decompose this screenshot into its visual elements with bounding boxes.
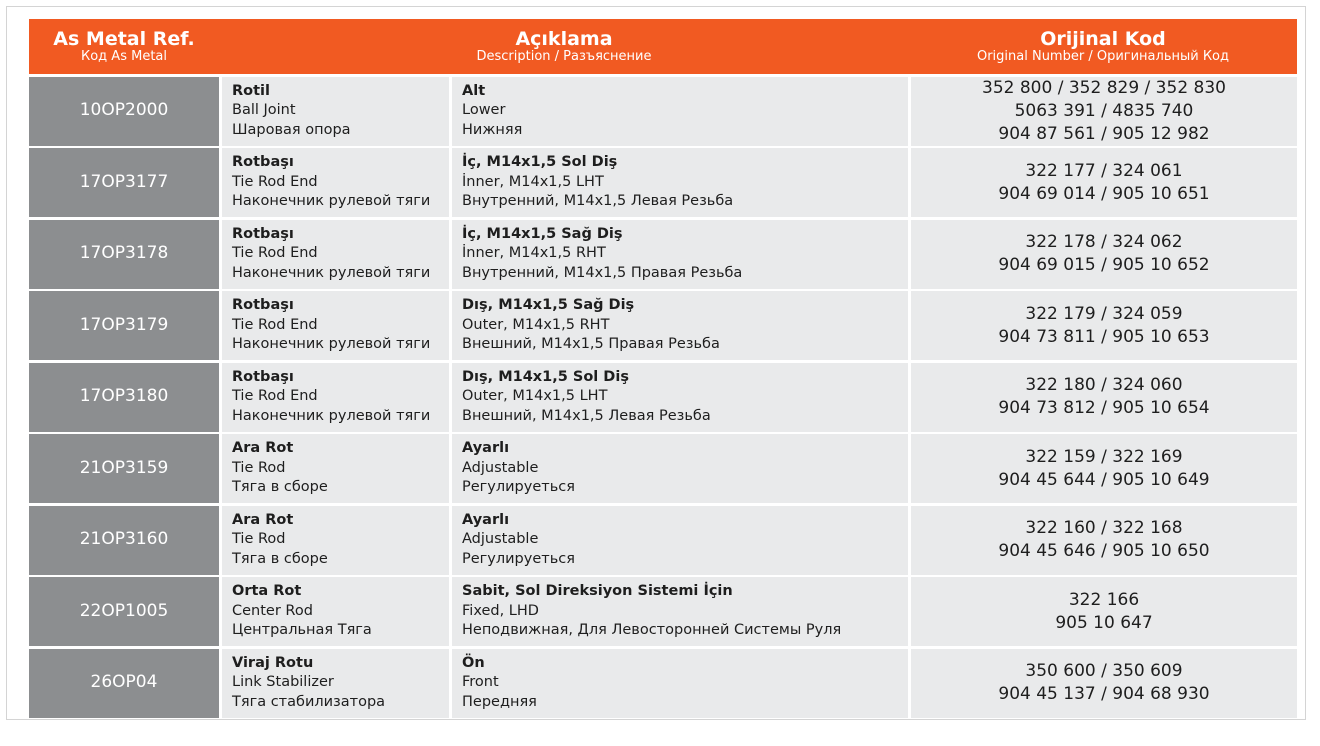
original-number: 352 800 / 352 829 / 352 830 (982, 77, 1226, 98)
original-number: 322 159 / 322 169 (1025, 446, 1183, 467)
original-number-cell (911, 148, 1297, 217)
original-number: 322 178 / 324 062 (1025, 232, 1183, 252)
detail-cell (452, 506, 908, 575)
part-name-tr: Rotil (232, 82, 270, 99)
ref-cell: 21OP3160 (29, 506, 219, 575)
part-name-en: Tie Rod End (232, 173, 318, 190)
part-name-cell (222, 77, 449, 146)
original-number-cell (911, 220, 1297, 289)
original-number: 322 160 / 322 168 (1025, 518, 1183, 538)
part-name-en: Tie Rod (232, 531, 286, 548)
ref-cell: 17OP3177 (29, 148, 219, 217)
detail-en: Outer, M14x1,5 RHT (462, 316, 610, 333)
detail-en: Adjustable (462, 531, 539, 548)
table-row (29, 506, 1297, 575)
detail-tr: Sabit, Sol Direksiyon Sistemi İçin (462, 583, 733, 600)
detail-cell (452, 220, 908, 289)
detail-cell (452, 77, 908, 146)
original-number: 904 69 014 / 905 10 651 (998, 183, 1210, 204)
part-name-ru: Наконечник рулевой тяги (232, 336, 431, 353)
original-number: 322 177 / 324 061 (1025, 160, 1183, 181)
original-number: 322 180 / 324 060 (1025, 375, 1183, 395)
detail-en: Adjustable (462, 459, 539, 476)
detail-tr: Ayarlı (462, 511, 510, 528)
header-description (219, 19, 909, 74)
header-original-title: Orijinal Kod (1040, 27, 1166, 50)
original-number-cell (911, 577, 1297, 646)
detail-en: İnner, M14x1,5 LHT (462, 173, 604, 190)
detail-en: İnner, M14x1,5 RHT (462, 245, 606, 262)
detail-tr: İç, M14x1,5 Sağ Diş (462, 225, 623, 242)
table-row (29, 577, 1297, 646)
original-number: 5063 391 / 4835 740 (1014, 100, 1194, 121)
detail-en: Lower (462, 102, 506, 119)
table-row (29, 649, 1297, 718)
header-ref-title: As Metal Ref. (53, 27, 195, 50)
part-name-en: Tie Rod End (232, 316, 318, 333)
part-name-cell (222, 434, 449, 503)
table-header (29, 19, 1297, 74)
page-frame (6, 6, 1306, 720)
table-row (29, 148, 1297, 217)
original-number: 322 166 (1068, 589, 1140, 610)
detail-cell (452, 148, 908, 217)
ref-cell: 21OP3159 (29, 434, 219, 503)
original-number-cell (911, 77, 1297, 146)
ref-cell: 17OP3179 (29, 291, 219, 360)
part-name-ru: Тяга в сборе (232, 550, 328, 567)
detail-tr: Ayarlı (462, 440, 510, 457)
original-number: 904 87 561 / 905 12 982 (998, 123, 1210, 144)
part-name-ru: Шаровая опора (232, 121, 351, 138)
part-name-cell (222, 649, 449, 718)
detail-tr: Alt (462, 82, 486, 99)
detail-ru: Неподвижная, Для Левосторонней Системы Руля (462, 622, 842, 639)
detail-ru: Регулируеться (462, 479, 575, 496)
ref-cell: 22OP1005 (29, 577, 219, 646)
original-number: 904 45 644 / 905 10 649 (998, 469, 1210, 490)
original-number: 904 45 646 / 905 10 650 (998, 541, 1210, 561)
part-name-tr: Viraj Rotu (232, 654, 314, 671)
header-description-title: Açıklama (515, 27, 613, 50)
part-name-en: Link Stabilizer (232, 674, 334, 691)
part-name-cell (222, 577, 449, 646)
original-number-cell (911, 649, 1297, 718)
ref-cell: 26OP04 (29, 649, 219, 718)
detail-cell (452, 291, 908, 360)
part-name-en: Tie Rod End (232, 388, 318, 405)
original-number-cell (911, 363, 1297, 432)
detail-ru: Регулируеться (462, 550, 575, 567)
part-name-tr: Rotbaşı (232, 225, 294, 242)
detail-tr: İç, M14x1,5 Sol Diş (462, 154, 618, 171)
detail-ru: Внутренний, M14x1,5 Левая Резьба (462, 193, 734, 210)
original-number: 905 10 647 (1055, 612, 1153, 633)
part-name-tr: Rotbaşı (232, 368, 294, 385)
header-description-subtitle: Description / Разъяснение (476, 48, 652, 64)
part-name-tr: Ara Rot (232, 511, 294, 528)
part-name-tr: Rotbaşı (232, 154, 294, 171)
detail-en: Front (462, 674, 499, 691)
ref-cell: 17OP3180 (29, 363, 219, 432)
part-name-en: Center Rod (232, 602, 313, 619)
original-number: 350 600 / 350 609 (1025, 661, 1183, 681)
detail-ru: Внешний, M14x1,5 Правая Резьба (462, 336, 720, 353)
detail-cell (452, 649, 908, 718)
part-name-ru: Наконечник рулевой тяги (232, 407, 431, 424)
table-row (29, 434, 1297, 503)
part-name-cell (222, 363, 449, 432)
original-number: 904 73 812 / 905 10 654 (998, 398, 1210, 418)
part-name-ru: Тяга стабилизатора (232, 693, 386, 710)
original-number: 322 179 / 324 059 (1025, 303, 1183, 324)
original-number-cell (911, 506, 1297, 575)
detail-tr: Ön (462, 654, 485, 671)
part-name-tr: Rotbaşı (232, 297, 294, 314)
detail-cell (452, 434, 908, 503)
detail-tr: Dış, M14x1,5 Sol Diş (462, 368, 629, 385)
original-number: 904 69 015 / 905 10 652 (998, 255, 1210, 275)
detail-cell (452, 577, 908, 646)
part-name-tr: Ara Rot (232, 440, 294, 457)
detail-ru: Внутренний, M14x1,5 Правая Резьба (462, 264, 743, 281)
part-name-ru: Наконечник рулевой тяги (232, 193, 431, 210)
detail-ru: Передняя (462, 693, 537, 710)
part-name-ru: Тяга в сборе (232, 479, 328, 496)
detail-tr: Dış, M14x1,5 Sağ Diş (462, 297, 635, 314)
detail-en: Fixed, LHD (462, 602, 539, 619)
part-name-cell (222, 506, 449, 575)
table-row (29, 220, 1297, 289)
table-row (29, 77, 1297, 146)
part-name-en: Tie Rod (232, 459, 286, 476)
detail-cell (452, 363, 908, 432)
part-name-cell (222, 291, 449, 360)
table-row (29, 291, 1297, 360)
header-original (909, 19, 1297, 74)
part-name-en: Tie Rod End (232, 245, 318, 262)
detail-ru: Внешний, M14x1,5 Левая Резьба (462, 407, 711, 424)
original-number-cell (911, 434, 1297, 503)
part-name-cell (222, 148, 449, 217)
header-ref-subtitle: Код As Metal (81, 48, 167, 64)
part-name-cell (222, 220, 449, 289)
original-number-cell (911, 291, 1297, 360)
ref-cell: 17OP3178 (29, 220, 219, 289)
header-ref (29, 19, 219, 74)
original-number: 904 45 137 / 904 68 930 (998, 684, 1210, 704)
detail-en: Outer, M14x1,5 LHT (462, 388, 608, 405)
detail-ru: Нижняя (462, 121, 523, 138)
part-name-ru: Центральная Тяга (232, 622, 372, 639)
header-original-subtitle: Original Number / Оригинальный Код (976, 48, 1230, 64)
part-name-ru: Наконечник рулевой тяги (232, 264, 431, 281)
part-name-tr: Orta Rot (232, 583, 302, 600)
part-name-en: Ball Joint (232, 102, 296, 119)
ref-cell: 10OP2000 (29, 77, 219, 146)
parts-table (29, 19, 1297, 718)
original-number: 904 73 811 / 905 10 653 (998, 326, 1210, 347)
table-row (29, 363, 1297, 432)
